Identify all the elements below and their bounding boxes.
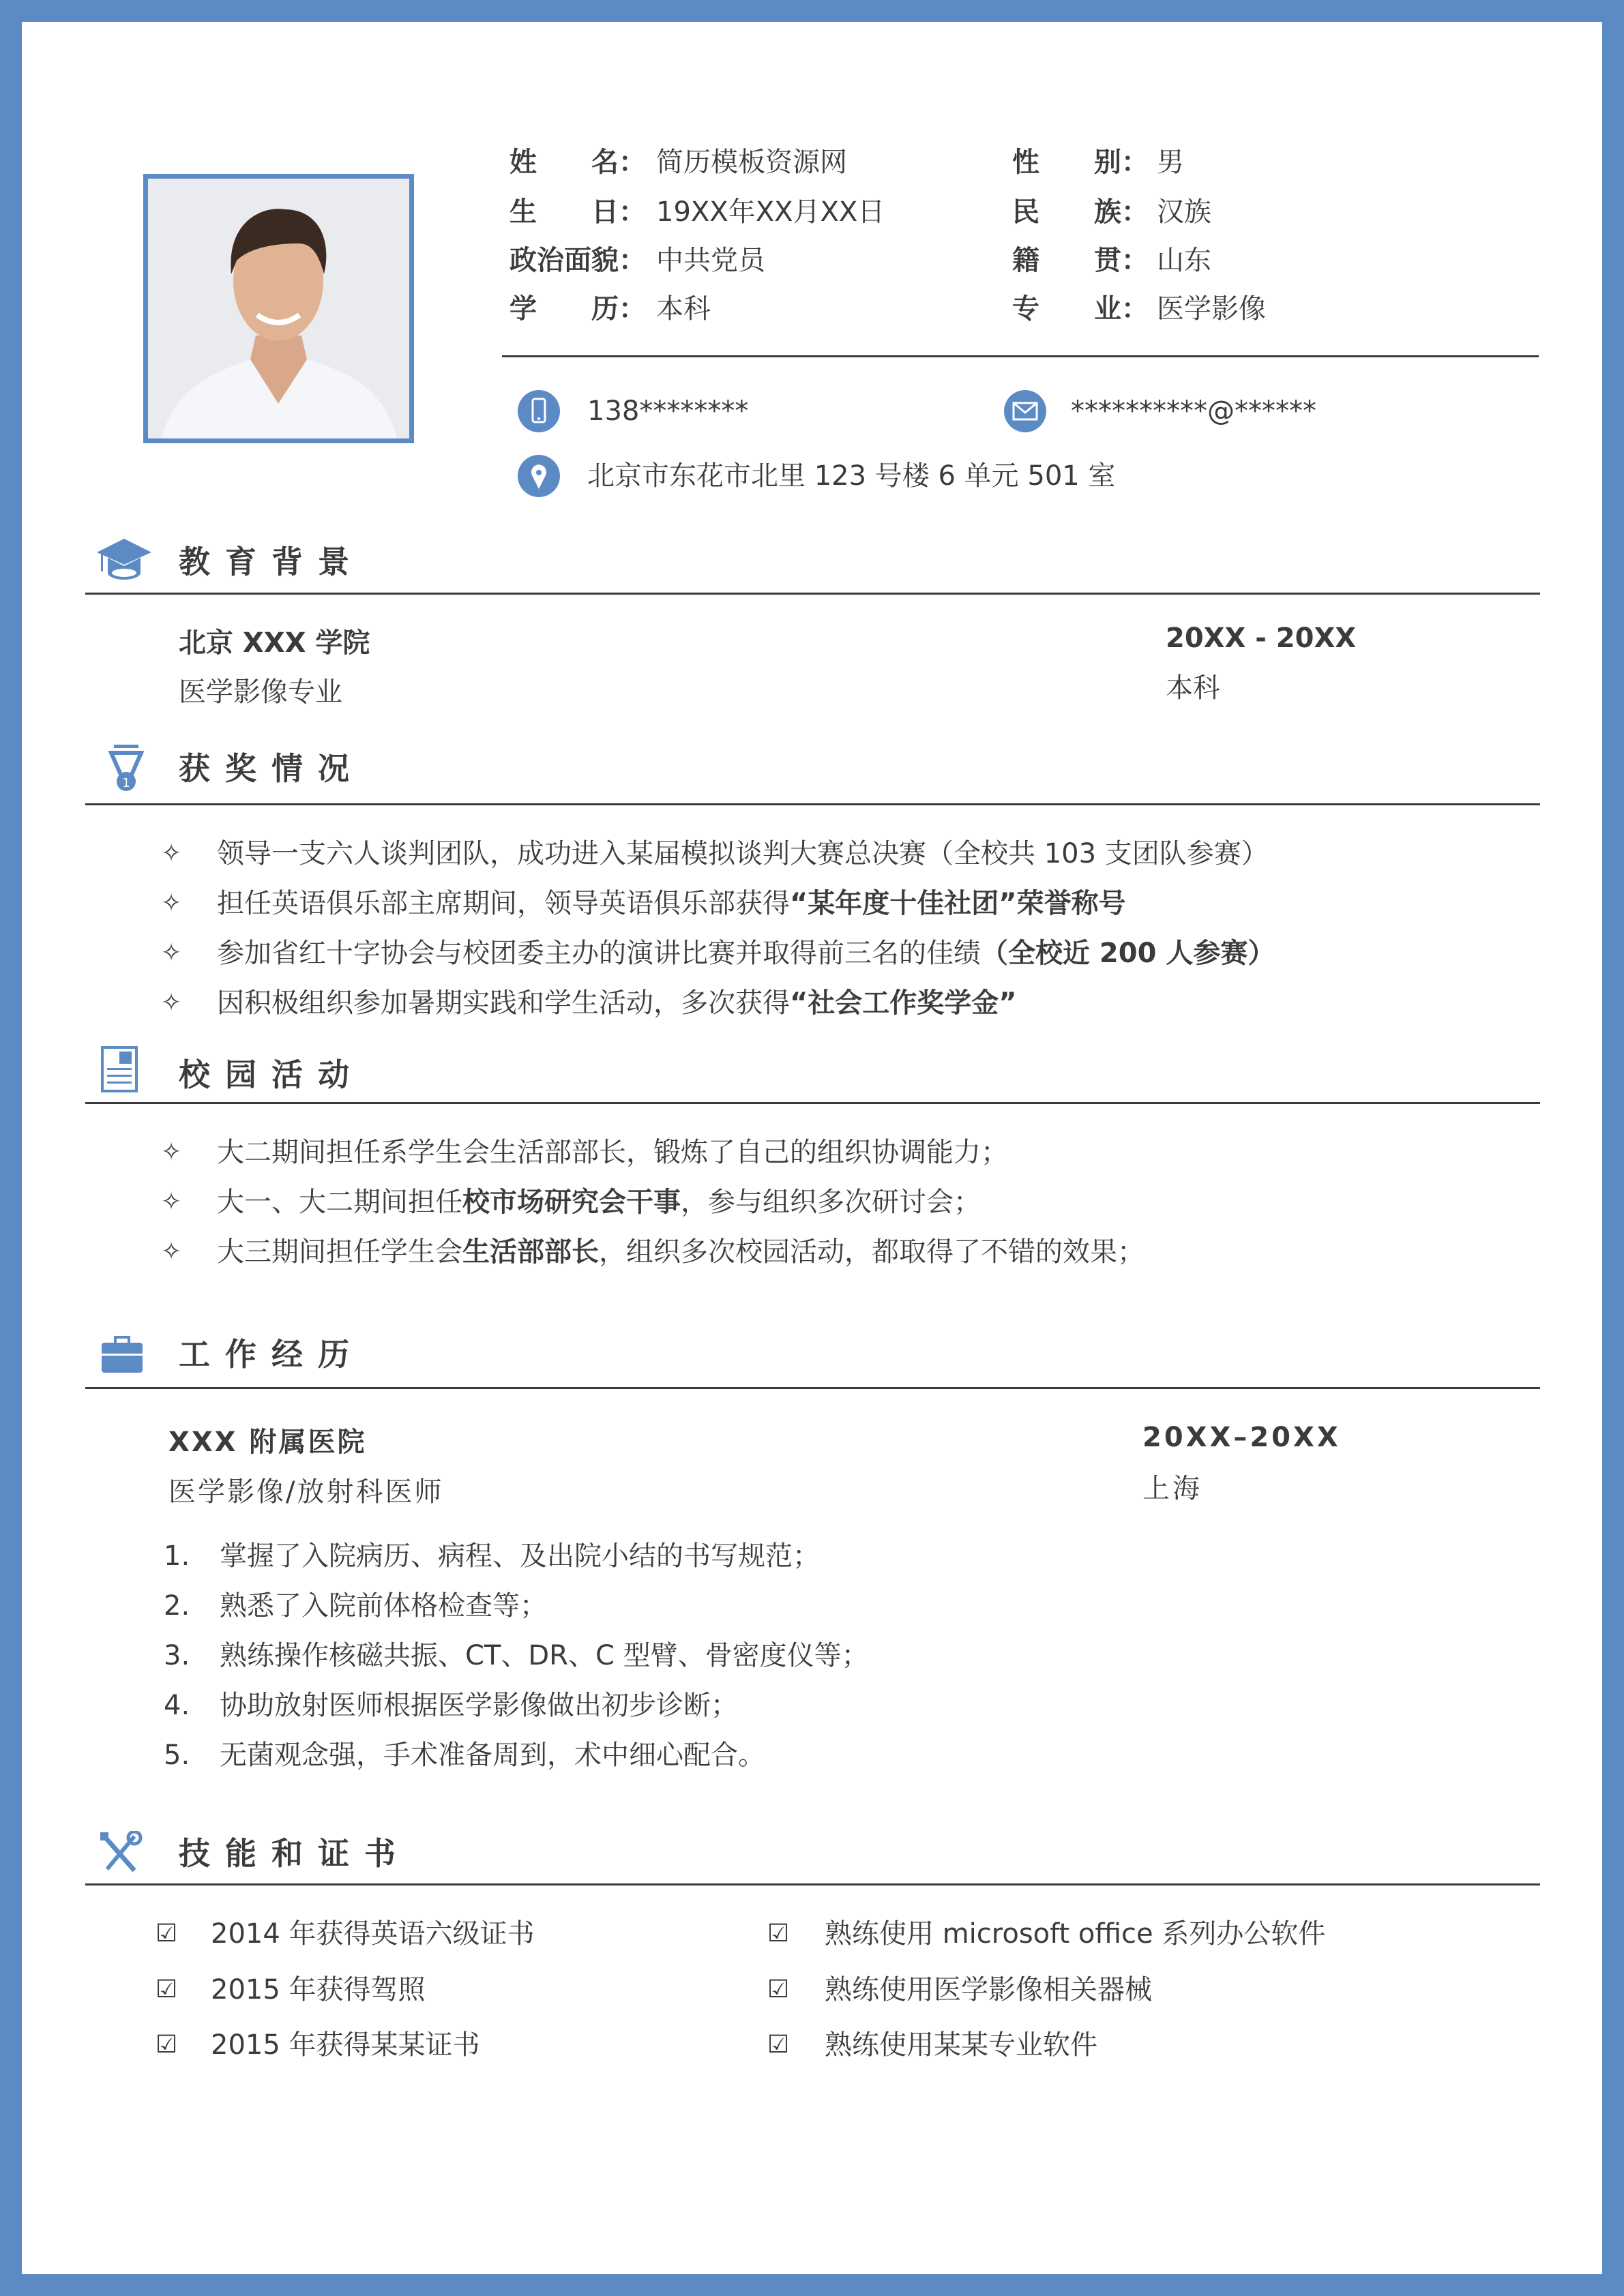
- email-icon: [1004, 390, 1046, 432]
- award-highlight: （全校近 200 人参赛）: [981, 938, 1275, 969]
- divider: [85, 593, 1540, 595]
- info-value: 19XX年XX月XX日: [656, 196, 885, 228]
- list-number: 2.: [164, 1590, 190, 1622]
- checkbox-icon: ☑: [156, 1976, 178, 2003]
- skill-item: 熟练使用医学影像相关器械: [825, 1974, 1152, 2006]
- divider: [502, 355, 1539, 357]
- duty-item: 协助放射医师根据医学影像做出初步诊断；: [220, 1690, 738, 1721]
- diamond-bullet-icon: ✧: [161, 989, 182, 1017]
- section-title-campus: 校园活动: [179, 1056, 364, 1093]
- section-title-skills: 技能和证书: [179, 1835, 411, 1872]
- diamond-bullet-icon: ✧: [161, 839, 182, 867]
- section-title-work: 工作经历: [179, 1336, 364, 1373]
- award-item: [217, 983, 1017, 1024]
- info-value: 中共党员: [656, 245, 765, 276]
- award-item: [217, 833, 1269, 874]
- info-value: 医学影像: [1157, 293, 1266, 325]
- award-highlight: “社会工作奖学金”: [790, 987, 1017, 1019]
- info-value: 男: [1157, 147, 1184, 178]
- campus-item: [217, 1132, 1008, 1173]
- diamond-bullet-icon: ✧: [161, 1138, 182, 1166]
- email-text: **********@******: [1071, 396, 1316, 427]
- diamond-bullet-icon: ✧: [161, 1238, 182, 1266]
- duty-item: 掌握了入院病历、病程、及出院小结的书写规范；: [220, 1540, 820, 1572]
- campus-text: 大三期间担任学生会: [217, 1236, 462, 1268]
- divider: [85, 803, 1540, 805]
- award-text: 因积极组织参加暑期实践和学生活动，多次获得: [217, 987, 790, 1019]
- school-name: 北京 XXX 学院: [179, 627, 370, 659]
- award-text: 担任英语俱乐部主席期间，领导英语俱乐部获得: [217, 888, 790, 919]
- divider: [85, 1387, 1540, 1389]
- briefcase-icon: [99, 1333, 153, 1381]
- employer: XXX 附属医院: [168, 1427, 367, 1458]
- work-place: 上海: [1142, 1473, 1202, 1504]
- section-title-awards: 获奖情况: [179, 750, 364, 787]
- info-value: 简历模板资源网: [656, 147, 847, 178]
- award-text: 参加省红十字协会与校团委主办的演讲比赛并取得前三名的佳绩: [217, 938, 981, 969]
- duty-item: 熟悉了入院前体格检查等；: [220, 1590, 547, 1622]
- info-label: 性 别：: [1012, 147, 1149, 178]
- section-title-education: 教育背景: [179, 543, 364, 580]
- info-value: 山东: [1157, 245, 1211, 276]
- campus-item: [217, 1182, 981, 1223]
- document-icon: [99, 1046, 153, 1094]
- info-value: 本科: [656, 293, 711, 325]
- info-label: 专 业：: [1012, 293, 1149, 325]
- campus-text: ，参与组织多次研讨会；: [681, 1187, 981, 1218]
- degree: 本科: [1166, 672, 1220, 704]
- info-label: 生 日：: [510, 196, 646, 228]
- list-number: 3.: [164, 1640, 190, 1671]
- major: 医学影像专业: [179, 676, 342, 708]
- award-highlight: “某年度十佳社团”荣誉称号: [790, 888, 1126, 919]
- profile-photo: [143, 174, 414, 443]
- campus-text: 大一、大二期间担任: [217, 1187, 462, 1218]
- campus-text: 大二期间担任系学生会生活部部长，锻炼了自己的组织协调能力；: [217, 1137, 1008, 1168]
- campus-text: ，组织多次校园活动，都取得了不错的效果；: [599, 1236, 1145, 1268]
- job-role: 医学影像/放射科医师: [168, 1476, 444, 1508]
- address-text: 北京市东花市北里 123 号楼 6 单元 501 室: [587, 460, 1116, 492]
- list-number: 4.: [164, 1690, 190, 1721]
- duty-item: 熟练操作核磁共振、CT、DR、C 型臂、骨密度仪等；: [220, 1640, 869, 1671]
- award-item: [217, 883, 1126, 924]
- checkbox-icon: ☑: [767, 1920, 790, 1948]
- checkbox-icon: ☑: [767, 1976, 790, 2003]
- duty-item: 无菌观念强，手术准备周到，术中细心配合。: [220, 1740, 765, 1771]
- svg-text:1: 1: [122, 776, 130, 790]
- campus-item: [217, 1232, 1145, 1272]
- campus-highlight: 校市场研究会干事: [462, 1187, 681, 1218]
- checkbox-icon: ☑: [156, 1920, 178, 1948]
- skill-item: 2015 年获得某某证书: [211, 2029, 480, 2061]
- diamond-bullet-icon: ✧: [161, 939, 182, 967]
- checkbox-icon: ☑: [767, 2031, 790, 2059]
- info-value: 汉族: [1157, 196, 1211, 228]
- skill-item: 熟练使用某某专业软件: [825, 2029, 1097, 2061]
- skill-item: 2014 年获得英语六级证书: [211, 1918, 535, 1950]
- info-label: 姓 名：: [510, 147, 646, 178]
- diamond-bullet-icon: ✧: [161, 889, 182, 917]
- info-label: 籍 贯：: [1012, 245, 1149, 276]
- diamond-bullet-icon: ✧: [161, 1188, 182, 1216]
- info-label: 民 族：: [1012, 196, 1149, 228]
- location-icon: [518, 455, 560, 497]
- list-number: 5.: [164, 1740, 190, 1771]
- award-text: 领导一支六人谈判团队，成功进入某届模拟谈判大赛总决赛（全校共 103 支团队参赛）: [217, 838, 1269, 869]
- graduation-cap-icon: [97, 539, 151, 586]
- work-dates: 20XX–20XX: [1142, 1422, 1341, 1453]
- award-item: [217, 933, 1275, 974]
- education-dates: 20XX - 20XX: [1166, 623, 1357, 654]
- skill-item: 2015 年获得驾照: [211, 1974, 426, 2006]
- divider: [85, 1102, 1540, 1104]
- info-label: 政治面貌：: [510, 245, 646, 276]
- checkbox-icon: ☑: [156, 2031, 178, 2059]
- tools-icon: [99, 1831, 153, 1879]
- phone-text: 138********: [587, 396, 749, 427]
- medal-icon: [99, 745, 153, 792]
- skill-item: 熟练使用 microsoft office 系列办公软件: [825, 1918, 1326, 1950]
- info-label: 学 历：: [510, 293, 646, 325]
- phone-icon: [518, 390, 560, 432]
- list-number: 1.: [164, 1540, 190, 1572]
- campus-highlight: 生活部部长: [462, 1236, 599, 1268]
- divider: [85, 1883, 1540, 1885]
